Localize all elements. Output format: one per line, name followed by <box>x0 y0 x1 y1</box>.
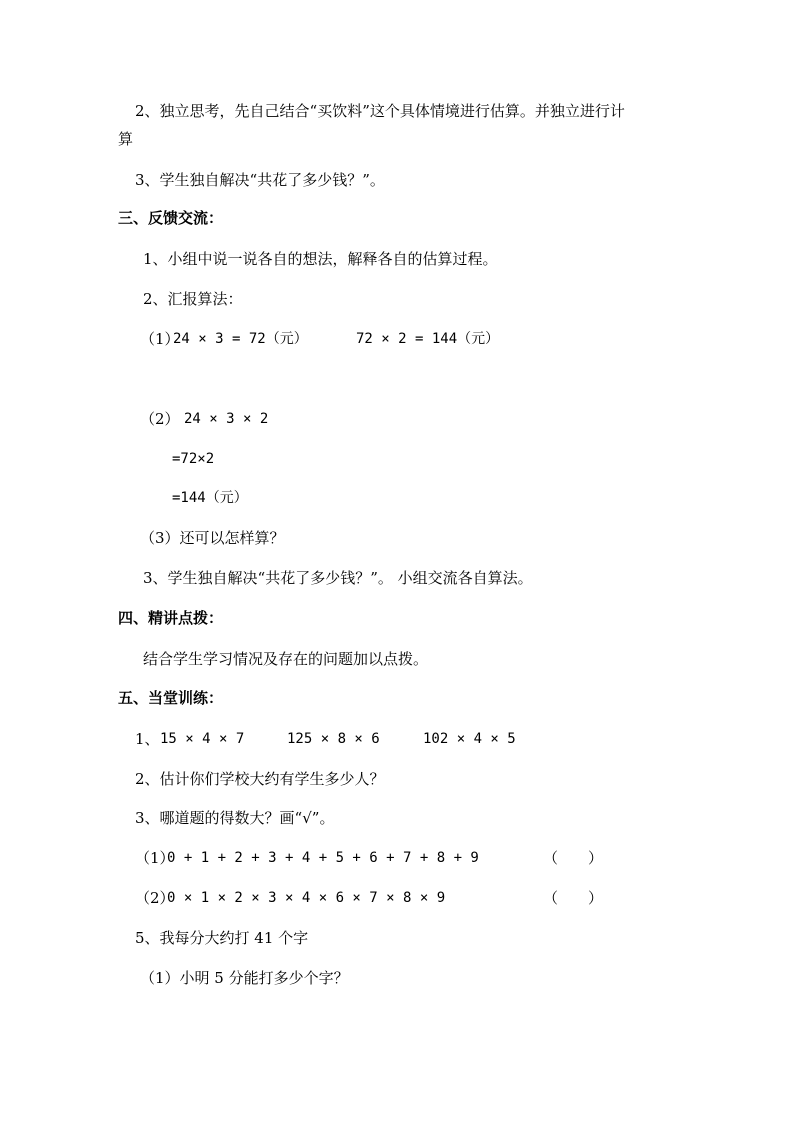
feedback-item-3: 3、学生独自解决“共花了多少钱？”。 小组交流各自算法。 <box>143 569 533 587</box>
exercise-2-text: 2、估计你们学校大约有学生多少人？ <box>135 770 385 788</box>
question-2-answer-blank[interactable]: （ ） <box>543 889 604 907</box>
question-1-expression: 0 + 1 + 2 + 3 + 4 + 5 + 6 + 7 + 8 + 9 <box>167 850 479 866</box>
method-2-step-1: =72×2 <box>172 451 215 467</box>
section-5-heading: 五、当堂训练： <box>118 689 224 707</box>
question-1-answer-blank[interactable]: （ ） <box>543 849 604 867</box>
section-4-heading: 四、精讲点拨： <box>118 609 224 627</box>
method-1-label: （1） <box>140 330 180 348</box>
exercise-5-question-1: （1）小明 5 分能打多少个字？ <box>140 969 349 987</box>
exercise-1-label: 1、 <box>135 730 160 748</box>
method-1-calc-b: 72 × 2 = 144（元） <box>356 331 500 347</box>
question-2-label: （2） <box>135 889 175 907</box>
question-1-label: （1） <box>135 849 175 867</box>
exercise-1-expr-a: 15 × 4 × 7 <box>160 731 245 747</box>
exercise-1-expr-b: 125 × 8 × 6 <box>287 731 380 747</box>
step-2-line-1: 2、独立思考，先自己结合“买饮料”这个具体情境进行估算。并独立进行计 <box>135 102 625 120</box>
section-3-heading: 三、反馈交流： <box>118 209 224 227</box>
step-3-text: 3、学生独自解决“共花了多少钱？”。 <box>135 171 385 189</box>
method-1-calc-a: 24 × 3 = 72（元） <box>173 331 308 347</box>
feedback-item-2: 2、汇报算法： <box>143 290 243 308</box>
method-2-step-2: =144（元） <box>172 490 248 506</box>
exercise-1-expr-c: 102 × 4 × 5 <box>423 731 516 747</box>
exercise-3-text: 3、哪道题的得数大？画“√”。 <box>135 809 335 827</box>
exercise-5-text: 5、我每分大约打 41 个字 <box>135 929 309 947</box>
question-2-expression: 0 × 1 × 2 × 3 × 4 × 6 × 7 × 8 × 9 <box>167 890 446 906</box>
method-2-label: （2） <box>140 410 180 428</box>
step-2-line-2: 算 <box>118 130 134 148</box>
feedback-item-1: 1、小组中说一说各自的想法，解释各自的估算过程。 <box>143 250 498 268</box>
method-3-text: （3）还可以怎样算？ <box>140 529 285 547</box>
method-2-expression: 24 × 3 × 2 <box>184 411 269 427</box>
section-4-text: 结合学生学习情况及存在的问题加以点拨。 <box>143 650 429 668</box>
